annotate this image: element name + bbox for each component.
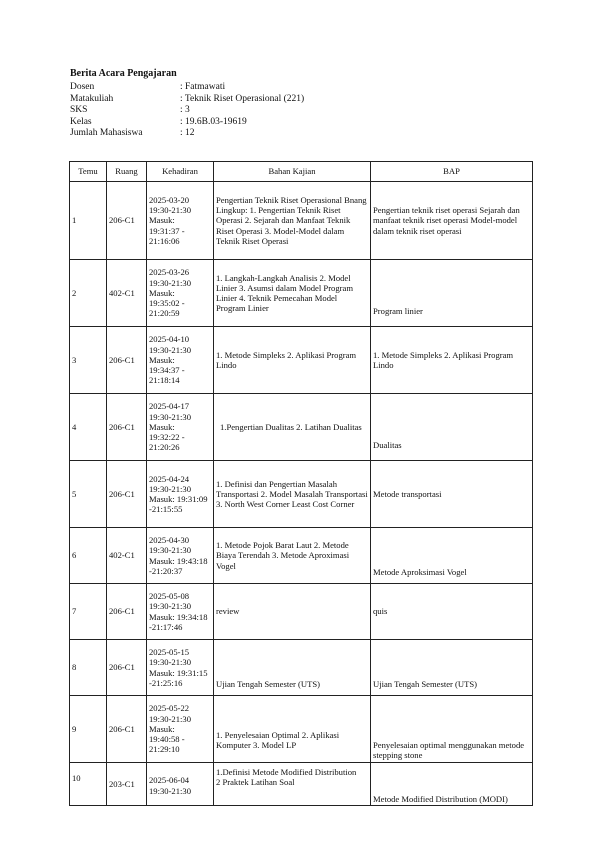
cell-bap: Metode transportasi xyxy=(371,461,533,528)
info-row-dosen xyxy=(70,82,304,94)
cell-temu: 8 xyxy=(70,640,107,696)
cell-ruang: 402-C1 xyxy=(107,260,147,327)
info-value: : Teknik Riset Operasional (221) xyxy=(180,93,305,104)
document-title: Berita Acara Pengajaran xyxy=(70,68,177,79)
cell-temu: 6 xyxy=(70,528,107,584)
cell-temu: 7 xyxy=(70,584,107,640)
cell-bahan-kajian: 1. Metode Simpleks 2. Aplikasi Program Lindo xyxy=(214,327,371,394)
table-row xyxy=(70,640,533,696)
cell-bahan-kajian: 1.Definisi Metode Modified Distribution 2 Praktek Latihan Soal xyxy=(214,763,371,806)
cell-bahan-kajian: review xyxy=(214,584,371,640)
cell-ruang: 203-C1 xyxy=(107,763,147,806)
info-label: Jumlah Mahasiswa xyxy=(70,128,143,139)
cell-ruang: 206-C1 xyxy=(107,182,147,260)
info-label: SKS xyxy=(70,105,88,116)
info-label: Kelas xyxy=(70,116,92,127)
table-row xyxy=(70,763,533,806)
col-header-kehadiran: Kehadiran xyxy=(147,162,214,182)
cell-kehadiran: 2025-05-15 19:30-21:30 Masuk: 19:31:15 -21:25:16 xyxy=(147,640,214,696)
cell-bahan-kajian: Ujian Tengah Semester (UTS) xyxy=(214,640,371,696)
bap-table xyxy=(69,161,533,806)
cell-temu: 5 xyxy=(70,461,107,528)
cell-bap: quis xyxy=(371,584,533,640)
table-row xyxy=(70,528,533,584)
cell-bap: 1. Metode Simpleks 2. Aplikasi Program Lindo xyxy=(371,327,533,394)
cell-bahan-kajian: 1. Definisi dan Pengertian Masalah Transportasi 2. Model Masalah Transportasi 3. North West Corner Least Cost Corner xyxy=(214,461,371,528)
cell-temu: 3 xyxy=(70,327,107,394)
cell-kehadiran: 2025-04-30 19:30-21:30 Masuk: 19:43:18 -21:20:37 xyxy=(147,528,214,584)
cell-temu: 1 xyxy=(70,182,107,260)
cell-bap: Metode Modified Distribution (MODI) xyxy=(371,763,533,806)
table-header-row xyxy=(70,162,533,182)
cell-bap: Program linier xyxy=(371,260,533,327)
col-header-bap: BAP xyxy=(371,162,533,182)
info-row-jumlah-mahasiswa xyxy=(70,128,304,140)
cell-bap: Penyelesaian optimal menggunakan metode stepping stone xyxy=(371,696,533,763)
cell-kehadiran: 2025-03-26 19:30-21:30 Masuk: 19:35:02 - 21:20:59 xyxy=(147,260,214,327)
cell-bahan-kajian: 1. Penyelesaian Optimal 2. Aplikasi Komputer 3. Model LP xyxy=(214,696,371,763)
table-row xyxy=(70,584,533,640)
cell-temu: 10 xyxy=(70,763,107,806)
col-header-ruang: Ruang xyxy=(107,162,147,182)
cell-kehadiran: 2025-05-08 19:30-21:30 Masuk: 19:34:18 -21:17:46 xyxy=(147,584,214,640)
table-row xyxy=(70,260,533,327)
info-row-matakuliah xyxy=(70,94,304,106)
cell-ruang: 206-C1 xyxy=(107,640,147,696)
info-row-sks xyxy=(70,105,304,117)
cell-ruang: 206-C1 xyxy=(107,327,147,394)
table-row xyxy=(70,394,533,461)
col-header-bahan-kajian: Bahan Kajian xyxy=(214,162,371,182)
cell-bahan-kajian: 1. Metode Pojok Barat Laut 2. Metode Biaya Terendah 3. Metode Aproximasi Vogel xyxy=(214,528,371,584)
course-info xyxy=(70,82,304,140)
cell-kehadiran: 2025-06-04 19:30-21:30 xyxy=(147,763,214,806)
info-label: Dosen xyxy=(70,82,95,92)
cell-bap: Dualitas xyxy=(371,394,533,461)
info-value: : 3 xyxy=(180,105,190,116)
cell-bahan-kajian: Pengertian Teknik Riset Operasional Bnang Lingkup: 1. Pengertian Teknik Riset Operasi 2. Sejarah dan Manfaat Teknik Riset Operasi 3. Model-Model dalam Teknik Riset Operasi xyxy=(214,182,371,260)
info-value: : Fatmawati xyxy=(180,82,226,92)
table-row xyxy=(70,696,533,763)
info-label: Matakuliah xyxy=(70,93,114,104)
cell-kehadiran: 2025-04-17 19:30-21:30 Masuk: 19:32:22 - 21:20:26 xyxy=(147,394,214,461)
info-value: : 12 xyxy=(180,128,195,139)
table-row xyxy=(70,327,533,394)
cell-ruang: 206-C1 xyxy=(107,394,147,461)
cell-bahan-kajian: 1.Pengertian Dualitas 2. Latihan Dualitas xyxy=(214,394,371,461)
cell-kehadiran: 2025-04-24 19:30-21:30 Masuk: 19:31:09 -21:15:55 xyxy=(147,461,214,528)
cell-kehadiran: 2025-03-20 19:30-21:30 Masuk: 19:31:37 - 21:16:06 xyxy=(147,182,214,260)
info-value: : 19.6B.03-19619 xyxy=(180,116,247,127)
cell-kehadiran: 2025-05-22 19:30-21:30 Masuk: 19:40:58 - 21:29:10 xyxy=(147,696,214,763)
cell-temu: 2 xyxy=(70,260,107,327)
cell-bap: Pengertian teknik riset operasi Sejarah dan manfaat teknik riset operasi Model-model dalam teknik riset operasi xyxy=(371,182,533,260)
cell-ruang: 206-C1 xyxy=(107,461,147,528)
info-row-kelas xyxy=(70,117,304,129)
cell-bahan-kajian: 1. Langkah-Langkah Analisis 2. Model Linier 3. Asumsi dalam Model Program Linier 4. Teknik Pemecahan Model Program Linier xyxy=(214,260,371,327)
cell-bap: Ujian Tengah Semester (UTS) xyxy=(371,640,533,696)
cell-ruang: 402-C1 xyxy=(107,528,147,584)
table-row xyxy=(70,461,533,528)
cell-kehadiran: 2025-04-10 19:30-21:30 Masuk: 19:34:37 - 21:18:14 xyxy=(147,327,214,394)
cell-bap: Metode Aproksimasi Vogel xyxy=(371,528,533,584)
table-row xyxy=(70,182,533,260)
col-header-temu: Temu xyxy=(70,162,107,182)
cell-ruang: 206-C1 xyxy=(107,584,147,640)
cell-temu: 4 xyxy=(70,394,107,461)
cell-ruang: 206-C1 xyxy=(107,696,147,763)
cell-temu: 9 xyxy=(70,696,107,763)
